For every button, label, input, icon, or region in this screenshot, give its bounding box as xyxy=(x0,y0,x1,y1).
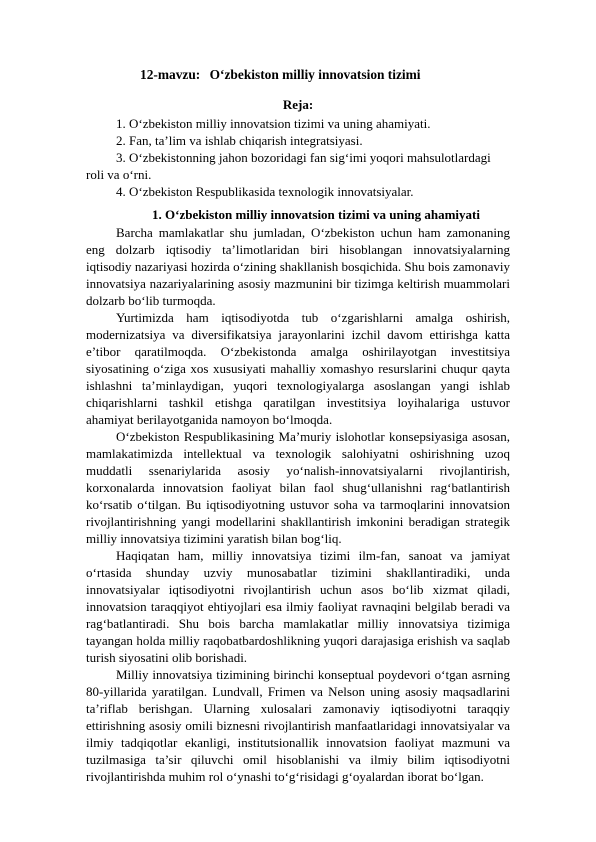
paragraph: Milliy innovatsiya tizimining birinchi konseptual poydevori o‘tgan asrning 80-yillarida yaratilgan. Lundvall, Frimen va Nelson uning asosiy maqsadlarini ta’riflab berishgan. Ularning xulosalari zamonaviy iqtisodiyotni taraqqiy ettirishning asosiy omili biznesni rivojlantirish manfaatlaridagi innovatsiyalar va ilmiy tadqiqotlar ekanligi, institutsionallik innovatsion faoliyat mazmuni va tuzilmasiga ta’sir qiluvchi omil hisoblanishi va ilmiy bilim iqtisodiyotni rivojlantirishda muhim rol o‘ynashi to‘g‘risidagi g‘oyalardan iborat bo‘lgan. xyxy=(86,667,510,784)
topic-heading xyxy=(140,66,510,83)
paragraph: Barcha mamlakatlar shu jumladan, O‘zbekiston uchun ham zamonaning eng dolzarb iqtisodiy ta’limotlaridan biri hisoblangan innovatsiyalarning iqtisodiy nazariyasi hozirda o‘zining shakllanish bosqichida. Shu bois zamonaviy innovatsiya nazariyalarining asosiy mazmunini bir tizimga keltirish muammolari dolzarb bo‘lib turmoqda. xyxy=(86,225,510,308)
paragraph: O‘zbekiston Respublikasining Ma’muriy islohotlar konsepsiyasiga asosan, mamlakatimizda intellektual va texnologik salohiyatni oshirishning uzoq muddatli ssenariylarida asosiy yo‘nalish-innovatsiyalarni rivojlantirish, korxonalarda innovatsion faoliyat bilan faol shug‘ullanishni rag‘batlantirish ko‘rsatib o‘tilgan. Bu iqtisodiyotning ustuvor soha va tarmoqlarini innovatsion rivojlantirishning yangi modellarini shakllantirish imkonini beradigan strategik milliy innovatsiya tizimini yaratish bilan bog‘liq. xyxy=(86,429,510,546)
topic-number: 12-mavzu: xyxy=(140,67,201,82)
section-title: 1. O‘zbekiston milliy innovatsion tizimi va uning ahamiyati xyxy=(152,207,480,222)
plan-item: 2. Fan, ta’lim va ishlab chiqarish integratsiyasi. xyxy=(116,133,363,148)
plan-item: 3. O‘zbekistonning jahon bozoridagi fan sig‘imi yoqori mahsulotlardagi roli va o‘rni. xyxy=(86,150,491,182)
paragraph: Yurtimizda ham iqtisodiyotda tub o‘zgarishlarni amalga oshirish, modernizatsiya va diversifikatsiya jarayonlarini izchil davom ettirishga katta e’tibor qaratilmoqda. O‘zbekistonda amalga oshirilayotgan investitsiya siyosatining o‘ziga xos xususiyati mahalliy xomashyo resurslarini chuqur qayta ishlashni ta’minlaydigan, yuqori texnologiyalarga asoslangan yangi ishlab chiqarishlarni tashkil etishga qaratilgan investitsiya loyihalariga ustuvor ahamiyat berilayotganida namoyon bo‘lmoqda. xyxy=(86,310,510,427)
plan-title: Reja: xyxy=(282,97,314,112)
plan-item: 4. O‘zbekiston Respublikasida texnologik innovatsiyalar. xyxy=(116,184,414,199)
paragraph: Haqiqatan ham, milliy innovatsiya tizimi ilm-fan, sanoat va jamiyat o‘rtasida shunday uzviy munosabatlar tizimini shakllantiradiki, unda innovatsiyalar iqtisodiyotni rivojlantirish uchun asos bo‘lib xizmat qiladi, innovatsion taraqqiyot ehtiyojlari esa ilmiy faoliyat ravnaqini belgilab beradi va rag‘batlantiradi. Shu bois barcha mamlakatlar milliy innovatsiya tizimiga tayangan holda milliy raqobatbardoshlikning yuqori darajasiga erishish va saqlab turish siyosatini olib borishadi. xyxy=(86,548,510,665)
plan-item: 1. O‘zbekiston milliy innovatsion tizimi va uning ahamiyati. xyxy=(116,116,431,131)
plan-list xyxy=(86,115,510,200)
topic-title: O‘zbekiston milliy innovatsion tizimi xyxy=(209,67,421,82)
